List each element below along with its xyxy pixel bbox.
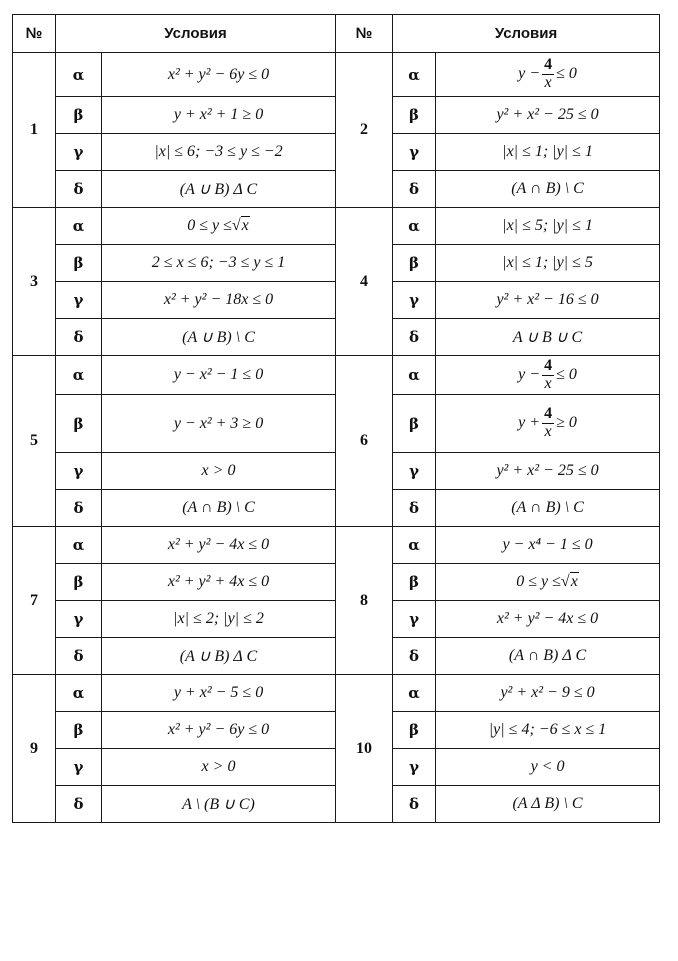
condition-formula: |x| ≤ 6; −3 ≤ y ≤ −2 (102, 134, 336, 171)
condition-formula (102, 208, 336, 245)
condition-formula: (A Δ B) \ C (436, 786, 660, 823)
condition-formula: |x| ≤ 1; |y| ≤ 1 (436, 134, 660, 171)
condition-label-alpha: α (56, 527, 102, 564)
variant-number: 3 (13, 208, 56, 356)
expr-suffix: ≥ 0 (556, 414, 577, 432)
condition-label-alpha: α (56, 208, 102, 245)
condition-formula: y + x² − 5 ≤ 0 (102, 675, 336, 712)
condition-label-gamma: γ (56, 134, 102, 171)
table-row (13, 356, 660, 395)
condition-label-gamma: γ (393, 282, 436, 319)
condition-label-beta: β (393, 97, 436, 134)
condition-formula: y < 0 (436, 749, 660, 786)
condition-formula: y − x² + 3 ≥ 0 (102, 395, 336, 453)
condition-label-beta: β (393, 712, 436, 749)
number-header-left: № (13, 15, 56, 53)
condition-label-alpha: α (56, 356, 102, 395)
expr-suffix: ≤ 0 (556, 365, 577, 383)
condition-formula (436, 395, 660, 453)
sqrt-sign: √ (560, 573, 570, 590)
table-row (13, 53, 660, 97)
condition-formula: 2 ≤ x ≤ 6; −3 ≤ y ≤ 1 (102, 245, 336, 282)
fraction-denominator: x (544, 374, 552, 392)
variant-number: 7 (13, 527, 56, 675)
radicand: x (570, 573, 578, 590)
variant-number: 1 (13, 53, 56, 208)
conditions-header-right: Условия (393, 15, 660, 53)
table-body (13, 53, 660, 823)
condition-formula: x > 0 (102, 749, 336, 786)
condition-formula (436, 564, 660, 601)
condition-label-alpha: α (393, 675, 436, 712)
number-header-right: № (336, 15, 393, 53)
condition-formula: y² + x² − 16 ≤ 0 (436, 282, 660, 319)
condition-label-gamma: γ (393, 453, 436, 490)
condition-label-alpha: α (393, 356, 436, 395)
condition-formula: x² + y² + 4x ≤ 0 (102, 564, 336, 601)
expr-prefix: 0 ≤ y ≤ (187, 217, 232, 234)
fraction (542, 57, 554, 92)
variant-number: 8 (336, 527, 393, 675)
condition-label-alpha: α (393, 208, 436, 245)
condition-formula: (A ∩ B) \ C (436, 490, 660, 527)
condition-label-delta: δ (56, 786, 102, 823)
condition-formula: (A ∪ B) Δ C (102, 171, 336, 208)
condition-formula: y + x² + 1 ≥ 0 (102, 97, 336, 134)
condition-formula: (A ∩ B) \ C (436, 171, 660, 208)
condition-label-beta: β (56, 395, 102, 453)
condition-label-beta: β (393, 395, 436, 453)
table-row (13, 675, 660, 712)
condition-label-gamma: γ (393, 134, 436, 171)
condition-label-delta: δ (393, 319, 436, 356)
condition-formula: y² + x² − 25 ≤ 0 (436, 97, 660, 134)
condition-formula: |x| ≤ 1; |y| ≤ 5 (436, 245, 660, 282)
condition-label-beta: β (56, 564, 102, 601)
page (12, 14, 659, 823)
condition-formula: x² + y² − 4x ≤ 0 (436, 601, 660, 638)
variant-number: 9 (13, 675, 56, 823)
condition-formula: x² + y² − 18x ≤ 0 (102, 282, 336, 319)
condition-formula: y² + x² − 9 ≤ 0 (436, 675, 660, 712)
condition-label-delta: δ (393, 490, 436, 527)
condition-label-alpha: α (393, 53, 436, 97)
fraction-numerator: 4 (544, 56, 553, 74)
conditions-header-left: Условия (56, 15, 336, 53)
condition-formula (436, 356, 660, 395)
condition-label-delta: δ (393, 786, 436, 823)
condition-formula: x² + y² − 6y ≤ 0 (102, 53, 336, 97)
condition-formula: y − x⁴ − 1 ≤ 0 (436, 527, 660, 564)
condition-formula: y − x² − 1 ≤ 0 (102, 356, 336, 395)
table-row (13, 527, 660, 564)
condition-formula: x > 0 (102, 453, 336, 490)
table-row (13, 208, 660, 245)
condition-label-gamma: γ (56, 749, 102, 786)
conditions-table (12, 14, 660, 823)
condition-label-delta: δ (393, 171, 436, 208)
fraction-numerator: 4 (544, 356, 553, 374)
variant-number: 5 (13, 356, 56, 527)
condition-formula: x² + y² − 4x ≤ 0 (102, 527, 336, 564)
fraction-numerator: 4 (544, 405, 553, 423)
condition-label-alpha: α (56, 53, 102, 97)
sqrt-sign: √ (231, 217, 241, 234)
condition-label-gamma: γ (56, 601, 102, 638)
condition-label-delta: δ (56, 638, 102, 675)
expr-prefix: y − (518, 65, 541, 83)
condition-label-delta: δ (393, 638, 436, 675)
condition-formula: |x| ≤ 5; |y| ≤ 1 (436, 208, 660, 245)
fraction (542, 358, 554, 393)
sqrt-expression (561, 573, 579, 591)
condition-label-gamma: γ (56, 453, 102, 490)
condition-formula (436, 53, 660, 97)
condition-formula: (A ∩ B) \ C (102, 490, 336, 527)
condition-label-delta: δ (56, 171, 102, 208)
expr-prefix: y + (518, 414, 541, 432)
condition-formula: (A ∪ B) Δ C (102, 638, 336, 675)
condition-label-delta: δ (56, 319, 102, 356)
radicand: x (241, 217, 249, 234)
variant-number: 10 (336, 675, 393, 823)
fraction-denominator: x (544, 74, 552, 91)
condition-formula: |x| ≤ 2; |y| ≤ 2 (102, 601, 336, 638)
condition-label-gamma: γ (393, 749, 436, 786)
condition-formula: A \ (B ∪ C) (102, 786, 336, 823)
variant-number: 2 (336, 53, 393, 208)
condition-formula: x² + y² − 6y ≤ 0 (102, 712, 336, 749)
condition-label-delta: δ (56, 490, 102, 527)
condition-formula: (A ∩ B) Δ C (436, 638, 660, 675)
condition-label-alpha: α (56, 675, 102, 712)
condition-formula: y² + x² − 25 ≤ 0 (436, 453, 660, 490)
fraction (542, 406, 554, 441)
condition-label-beta: β (393, 245, 436, 282)
condition-label-beta: β (393, 564, 436, 601)
condition-label-alpha: α (393, 527, 436, 564)
fraction-denominator: x (544, 423, 552, 440)
condition-formula: A ∪ B ∪ C (436, 319, 660, 356)
expr-suffix: ≤ 0 (556, 65, 577, 83)
condition-label-gamma: γ (56, 282, 102, 319)
condition-label-beta: β (56, 97, 102, 134)
condition-formula: (A ∪ B) \ C (102, 319, 336, 356)
expr-prefix: y − (518, 365, 541, 383)
condition-label-beta: β (56, 245, 102, 282)
condition-formula: |y| ≤ 4; −6 ≤ x ≤ 1 (436, 712, 660, 749)
sqrt-expression (232, 217, 250, 235)
variant-number: 4 (336, 208, 393, 356)
condition-label-gamma: γ (393, 601, 436, 638)
header-row (13, 15, 660, 53)
variant-number: 6 (336, 356, 393, 527)
condition-label-beta: β (56, 712, 102, 749)
expr-prefix: 0 ≤ y ≤ (516, 573, 561, 590)
